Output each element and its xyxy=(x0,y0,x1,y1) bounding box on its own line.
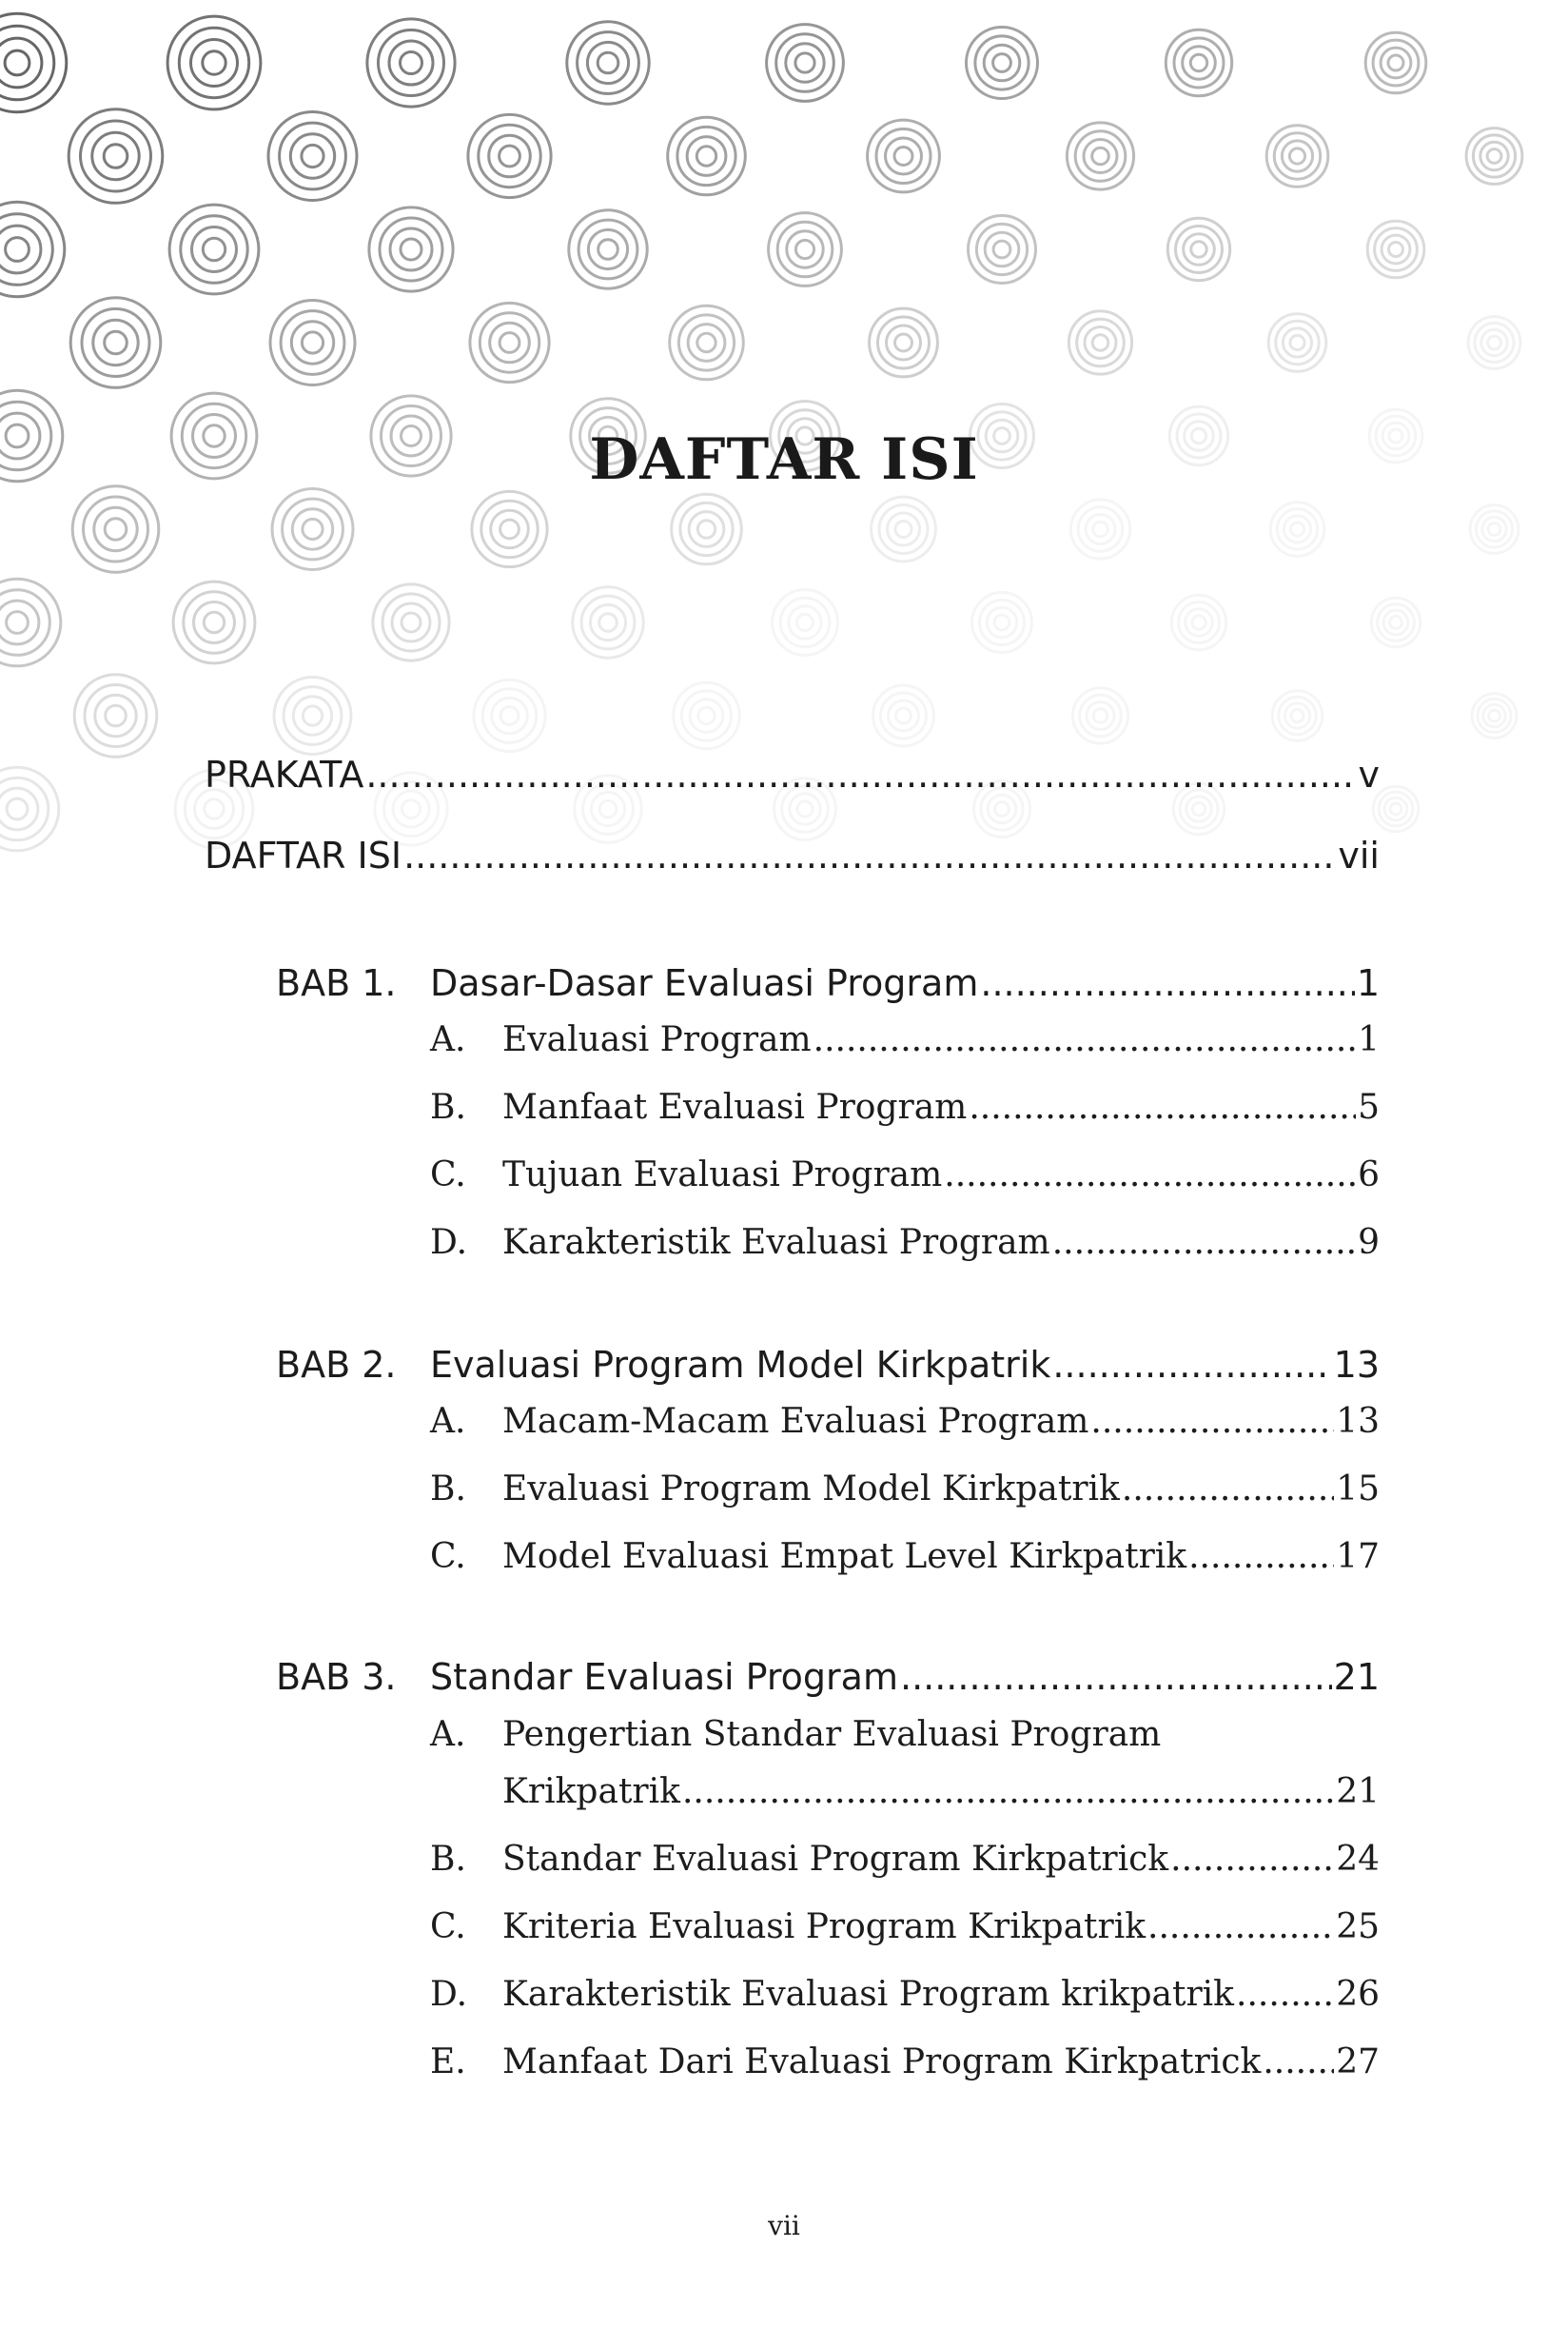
toc-section[interactable] xyxy=(502,2042,1380,2081)
dot-leader xyxy=(365,754,1356,796)
chapter-page: 1 xyxy=(1356,962,1380,1004)
concentric-circle xyxy=(1468,317,1520,369)
dot-leader xyxy=(944,1155,1356,1194)
concentric-circle xyxy=(567,22,649,104)
toc-entry-label: DAFTAR ISI xyxy=(205,835,402,877)
dot-leader xyxy=(1122,1469,1334,1509)
section-letter: C. xyxy=(430,1155,466,1194)
concentric-circle xyxy=(367,19,455,107)
concentric-circle xyxy=(1266,126,1328,187)
concentric-circle xyxy=(69,109,163,204)
dot-leader xyxy=(1188,1537,1334,1576)
concentric-circle xyxy=(373,584,449,661)
toc-section[interactable] xyxy=(502,1975,1380,2014)
dot-leader xyxy=(1052,1344,1331,1386)
section-page: 9 xyxy=(1358,1223,1380,1262)
toc-chapter-3[interactable] xyxy=(430,1656,1380,1698)
concentric-circle xyxy=(0,767,59,851)
toc-section[interactable] xyxy=(502,1907,1380,1946)
toc-section[interactable] xyxy=(502,1840,1380,1879)
concentric-circle xyxy=(1466,128,1522,185)
concentric-circle xyxy=(873,685,934,746)
section-title: Macam-Macam Evaluasi Program xyxy=(502,1402,1089,1441)
section-letter: C. xyxy=(430,1907,466,1946)
section-letter: E. xyxy=(430,2042,466,2081)
section-page: 6 xyxy=(1358,1155,1380,1194)
concentric-circle xyxy=(369,207,453,291)
concentric-circle xyxy=(969,216,1036,284)
chapter-number: BAB 2. xyxy=(276,1344,397,1386)
section-page: 24 xyxy=(1336,1840,1380,1879)
concentric-circle xyxy=(470,303,549,382)
toc-chapter-2[interactable] xyxy=(430,1344,1380,1386)
section-title: Manfaat Dari Evaluasi Program Kirkpatrick xyxy=(502,2042,1262,2081)
concentric-circle xyxy=(72,486,159,573)
section-title: Krikpatrik xyxy=(502,1772,680,1811)
section-title: Karakteristik Evaluasi Program xyxy=(502,1223,1050,1262)
concentric-circle xyxy=(0,579,61,666)
toc-entry-page: v xyxy=(1358,754,1380,796)
concentric-circle xyxy=(872,497,936,562)
toc-section[interactable] xyxy=(502,1155,1380,1194)
section-letter: D. xyxy=(430,1975,468,2014)
concentric-circle xyxy=(569,210,647,288)
section-title: Standar Evaluasi Program Kirkpatrick xyxy=(502,1840,1169,1879)
section-page: 15 xyxy=(1336,1469,1380,1509)
section-page: 25 xyxy=(1336,1907,1380,1946)
concentric-circle xyxy=(1270,503,1324,557)
section-title: Model Evaluasi Empat Level Kirkpatrik xyxy=(502,1537,1187,1576)
toc-section[interactable] xyxy=(502,1020,1380,1059)
chapter-title: Standar Evaluasi Program xyxy=(430,1656,898,1698)
section-letter: D. xyxy=(430,1223,468,1262)
section-letter: A. xyxy=(430,1715,466,1754)
concentric-circle xyxy=(70,298,161,388)
concentric-circle xyxy=(674,682,740,749)
dot-leader xyxy=(1090,1402,1334,1441)
section-title: Evaluasi Program xyxy=(502,1020,812,1059)
section-page: 27 xyxy=(1336,2042,1380,2081)
chapter-page: 13 xyxy=(1333,1344,1380,1386)
section-title: Karakteristik Evaluasi Program krikpatrik xyxy=(502,1975,1234,2014)
section-letter: B. xyxy=(430,1088,466,1127)
concentric-circle xyxy=(672,494,742,564)
section-page: 17 xyxy=(1336,1537,1380,1576)
concentric-circle xyxy=(769,213,842,286)
concentric-circle xyxy=(1367,221,1424,278)
concentric-circle xyxy=(767,25,844,102)
concentric-circle xyxy=(1470,505,1519,554)
section-title-line: Pengertian Standar Evaluasi Program xyxy=(502,1715,1162,1754)
toc-chapter-1[interactable] xyxy=(430,962,1380,1004)
section-letter: B. xyxy=(430,1840,466,1879)
dot-leader xyxy=(1170,1840,1334,1879)
concentric-circle xyxy=(868,120,940,192)
concentric-circle xyxy=(1373,786,1419,832)
dot-leader xyxy=(1263,2042,1334,2081)
concentric-circle xyxy=(773,590,838,656)
chapter-title: Evaluasi Program Model Kirkpatrik xyxy=(430,1344,1051,1386)
section-page: 13 xyxy=(1336,1402,1380,1441)
dot-leader xyxy=(900,1656,1332,1698)
concentric-circle xyxy=(1472,694,1517,739)
dot-leader xyxy=(969,1088,1356,1127)
concentric-circle xyxy=(1371,598,1421,647)
toc-entry-page: vii xyxy=(1338,835,1380,877)
toc-section[interactable] xyxy=(502,1469,1380,1509)
section-title: Evaluasi Program Model Kirkpatrik xyxy=(502,1469,1120,1509)
dot-leader xyxy=(1147,1907,1334,1946)
chapter-page: 21 xyxy=(1333,1656,1380,1698)
section-letter: A. xyxy=(430,1402,466,1441)
concentric-circle xyxy=(167,16,261,109)
concentric-circle xyxy=(1268,314,1326,372)
concentric-circle xyxy=(74,675,157,758)
toc-section[interactable] xyxy=(502,1223,1380,1262)
concentric-circle xyxy=(870,308,938,377)
dot-leader xyxy=(1052,1223,1356,1262)
concentric-circle xyxy=(670,306,744,380)
chapter-title: Dasar-Dasar Evaluasi Program xyxy=(430,962,979,1004)
concentric-circle xyxy=(272,489,353,570)
toc-entry-daftar-isi[interactable] xyxy=(205,835,1380,877)
concentric-circle xyxy=(1365,32,1426,93)
concentric-circle xyxy=(967,28,1038,99)
dot-leader xyxy=(682,1772,1334,1811)
concentric-circle xyxy=(1072,688,1127,743)
concentric-circle xyxy=(468,114,551,197)
concentric-circle xyxy=(169,205,259,294)
section-page: 1 xyxy=(1358,1020,1380,1059)
section-letter: C. xyxy=(430,1537,466,1576)
toc-entry-label: PRAKATA xyxy=(205,754,364,796)
section-letter: A. xyxy=(430,1020,466,1059)
concentric-circle xyxy=(668,117,746,195)
concentric-circle xyxy=(173,582,255,663)
concentric-circle xyxy=(274,678,351,755)
page-title: DAFTAR ISI xyxy=(589,426,979,493)
section-letter: B. xyxy=(430,1469,466,1509)
chapter-number: BAB 3. xyxy=(276,1656,397,1698)
dot-leader xyxy=(403,835,1336,877)
toc-section[interactable] xyxy=(502,1402,1380,1441)
toc-entry-prakata[interactable] xyxy=(205,754,1380,796)
concentric-circle xyxy=(1067,123,1133,189)
concentric-circle xyxy=(270,301,355,385)
concentric-circle xyxy=(1166,30,1231,95)
concentric-circle xyxy=(573,587,643,658)
concentric-circle xyxy=(0,13,67,112)
section-title: Kriteria Evaluasi Program Krikpatrik xyxy=(502,1907,1147,1946)
toc-section[interactable] xyxy=(502,1537,1380,1576)
section-title: Tujuan Evaluasi Program xyxy=(502,1155,943,1194)
concentric-circle xyxy=(1272,691,1323,741)
dot-leader xyxy=(980,962,1354,1004)
concentric-circle xyxy=(0,202,65,297)
concentric-circle xyxy=(268,112,357,201)
dot-leader xyxy=(1236,1975,1334,2014)
page-number: vii xyxy=(768,2210,800,2241)
dot-leader xyxy=(813,1020,1356,1059)
toc-section[interactable] xyxy=(502,1772,1380,1811)
section-title: Manfaat Evaluasi Program xyxy=(502,1088,968,1127)
concentric-circle xyxy=(1068,311,1131,374)
concentric-circle xyxy=(1070,500,1129,559)
concentric-circle xyxy=(1167,218,1229,280)
concentric-circle xyxy=(972,593,1032,653)
toc-section[interactable] xyxy=(502,1088,1380,1127)
section-page: 5 xyxy=(1358,1088,1380,1127)
section-page: 26 xyxy=(1336,1975,1380,2014)
concentric-circle xyxy=(472,491,547,566)
chapter-number: BAB 1. xyxy=(276,962,397,1004)
concentric-circle xyxy=(474,680,545,751)
concentric-circle xyxy=(1171,595,1225,649)
section-page: 21 xyxy=(1336,1772,1380,1811)
